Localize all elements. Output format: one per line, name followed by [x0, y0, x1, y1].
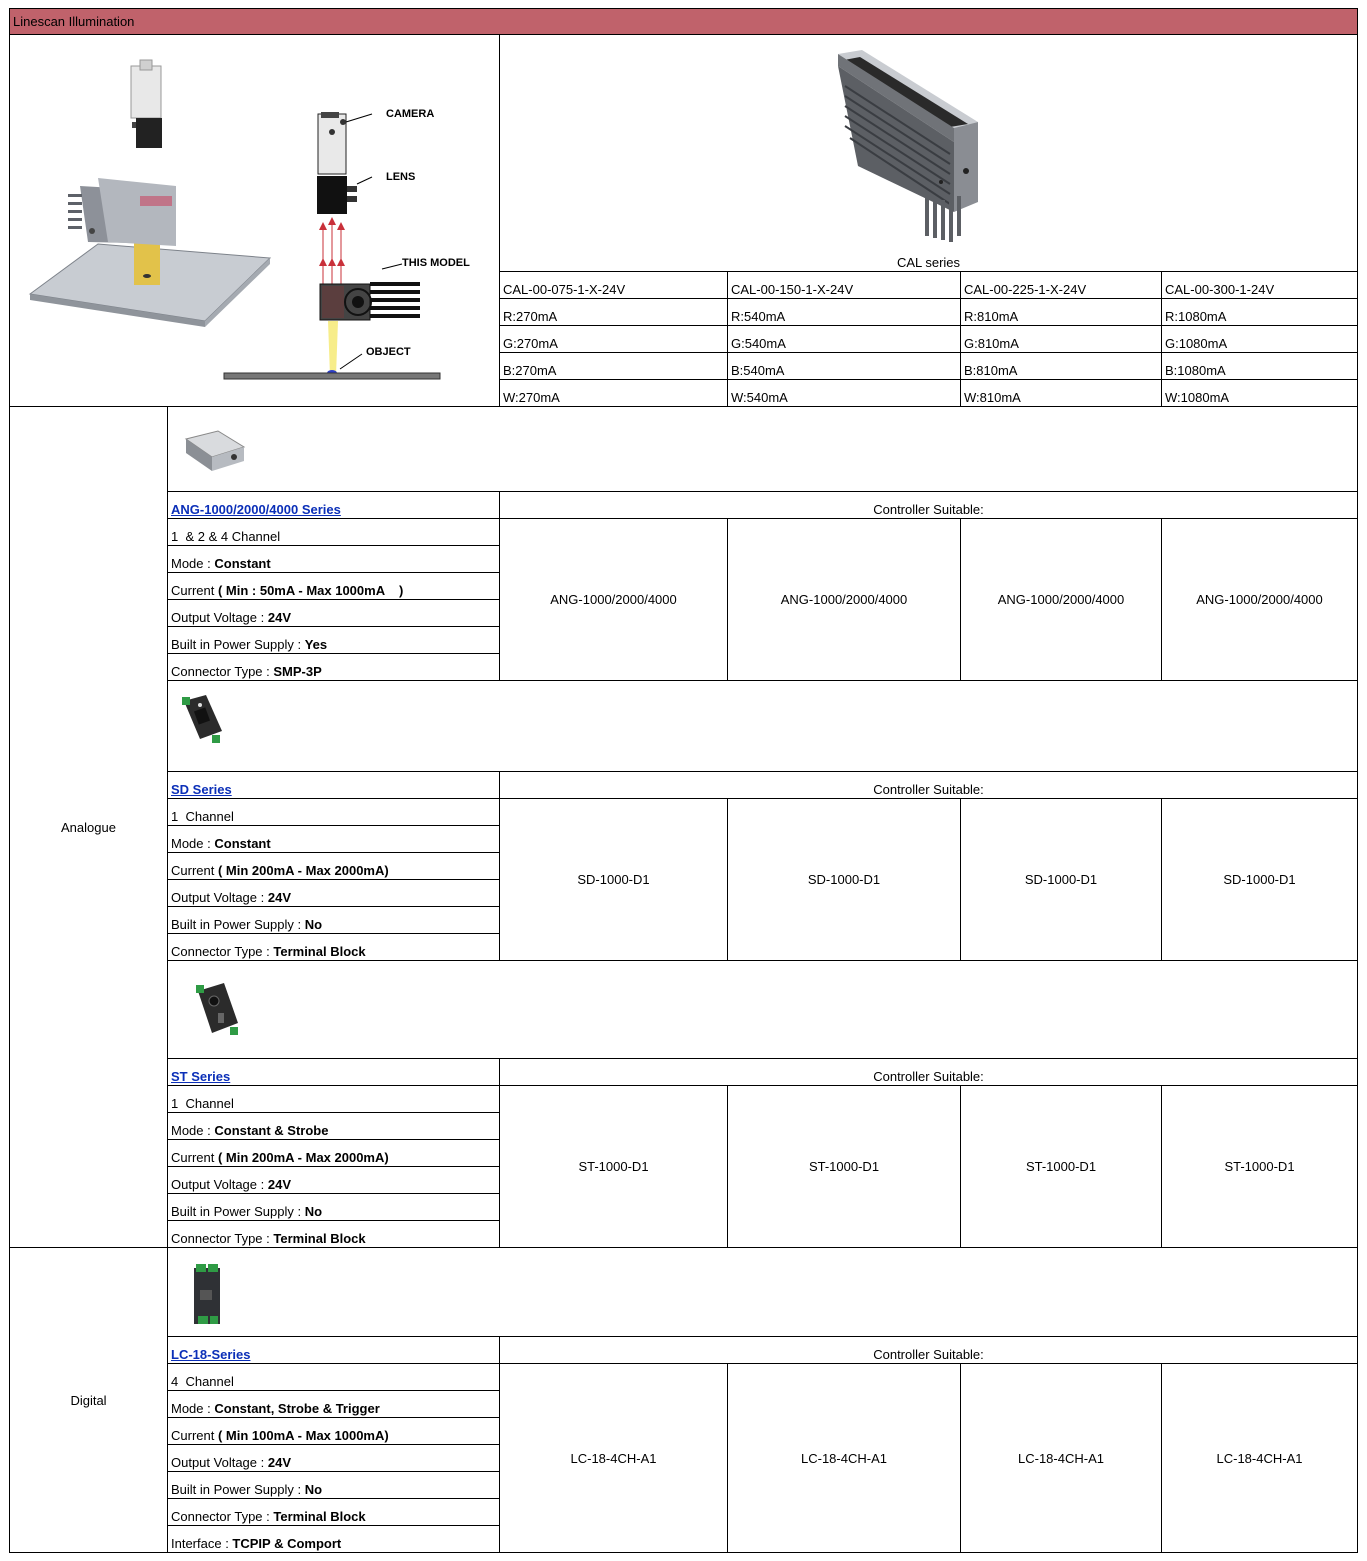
page-title: Linescan Illumination — [13, 14, 135, 29]
series-link[interactable]: SD Series — [171, 782, 232, 797]
controller-spec-row — [168, 1167, 499, 1193]
spec-label: 1 Channel — [171, 1096, 234, 1111]
controller-spec-row — [168, 519, 499, 545]
suitable-model-cell: ANG-1000/2000/4000 — [780, 592, 908, 607]
spec-value: Constant, Strobe & Trigger — [214, 1401, 380, 1416]
spec-label: Output Voltage : — [171, 610, 268, 625]
suitable-model-cell: LC-18-4CH-A1 — [1216, 1450, 1303, 1466]
spec-value: 24V — [267, 890, 291, 905]
sd-controller-icon — [172, 691, 232, 751]
controller-suitable-header: Controller Suitable: — [873, 1347, 984, 1362]
suitable-model-cell: LC-18-4CH-A1 — [1018, 1450, 1104, 1466]
product-models-cell: CAL-00-150-1-X-24V — [731, 282, 854, 297]
product-b-row-cell: B:1080mA — [1165, 363, 1226, 378]
controller-image — [172, 691, 232, 754]
series-link[interactable]: ANG-1000/2000/4000 Series — [171, 502, 341, 517]
camera-label: CAMERA — [386, 108, 435, 120]
controller-series-name — [168, 1059, 499, 1085]
product-w-row-cell: W:1080mA — [1165, 390, 1230, 405]
lens-label: LENS — [386, 171, 416, 183]
controller-suitable-header: Controller Suitable: — [873, 1069, 984, 1084]
product-r-row-cell: R:810mA — [964, 309, 1019, 324]
spec-value: Terminal Block — [273, 1509, 366, 1524]
suitable-model-cell: SD-1000-D1 — [807, 872, 881, 887]
suitable-model-cell: ST-1000-D1 — [808, 1159, 880, 1174]
spec-label: Mode : — [171, 556, 215, 571]
spec-label: Built in Power Supply : — [171, 637, 305, 652]
spec-value: 24V — [267, 1177, 291, 1192]
controller-spec-row — [168, 1445, 499, 1471]
spec-value: ( Min : 50mA - Max 1000mA ) — [217, 583, 404, 598]
spec-value: ( Min 200mA - Max 2000mA) — [217, 863, 389, 878]
product-w-row-cell: W:810mA — [964, 390, 1021, 405]
controller-spec-row — [168, 1194, 499, 1220]
spec-label: Output Voltage : — [171, 890, 268, 905]
controller-spec-row — [168, 1526, 499, 1552]
object-label: OBJECT — [366, 346, 411, 358]
spec-label: Mode : — [171, 1123, 215, 1138]
spec-label: Interface : — [171, 1536, 233, 1551]
spec-value: Constant — [214, 836, 271, 851]
suitable-model-cell: LC-18-4CH-A1 — [570, 1450, 657, 1466]
product-g-row-cell: G:270mA — [503, 336, 558, 351]
controller-spec-row — [168, 1499, 499, 1525]
controller-spec-row — [168, 853, 499, 879]
suitable-model-cell: ANG-1000/2000/4000 — [1196, 592, 1323, 607]
product-b-row-cell: B:810mA — [964, 363, 1018, 378]
group-analogue-label: Analogue — [61, 819, 116, 835]
product-g-row-cell: G:540mA — [731, 336, 786, 351]
title-bar — [9, 8, 1358, 35]
spec-value: SMP-3P — [273, 664, 322, 679]
spec-value: Constant — [214, 556, 271, 571]
product-b-row-cell: B:540mA — [731, 363, 785, 378]
spec-value: No — [304, 1204, 323, 1219]
controller-spec-row — [168, 573, 499, 599]
controller-spec-row — [168, 1391, 499, 1417]
controller-spec-row — [168, 1221, 499, 1247]
suitable-model-cell: ANG-1000/2000/4000 — [997, 592, 1125, 607]
spec-label: Mode : — [171, 1401, 215, 1416]
group-digital-label: Digital — [70, 1392, 107, 1408]
spec-value: Yes — [304, 637, 328, 652]
product-models-cell: CAL-00-075-1-X-24V — [503, 282, 626, 297]
controller-image — [188, 979, 248, 1046]
spec-value: ( Min 200mA - Max 2000mA) — [217, 1150, 389, 1165]
spec-value: No — [304, 1482, 323, 1497]
suitable-model-cell: SD-1000-D1 — [1024, 872, 1098, 887]
spec-label: Current — [171, 863, 218, 878]
product-r-row-cell: R:540mA — [731, 309, 786, 324]
product-b-row-cell: B:270mA — [503, 363, 557, 378]
controller-spec-row — [168, 654, 499, 680]
suitable-model-cell: ST-1000-D1 — [1224, 1159, 1295, 1174]
spec-value: No — [304, 917, 323, 932]
setup-diagram-icon — [10, 36, 499, 406]
spec-label: Built in Power Supply : — [171, 1204, 305, 1219]
spec-label: Built in Power Supply : — [171, 1482, 305, 1497]
controller-spec-row — [168, 1140, 499, 1166]
spec-label: Output Voltage : — [171, 1455, 268, 1470]
illustration-area — [10, 36, 499, 406]
spec-label: 1 & 2 & 4 Channel — [171, 529, 281, 544]
controller-spec-row — [168, 1364, 499, 1390]
spec-label: 4 Channel — [171, 1374, 234, 1389]
controller-spec-row — [168, 600, 499, 626]
suitable-model-cell: ANG-1000/2000/4000 — [550, 592, 677, 607]
controller-spec-row — [168, 546, 499, 572]
spec-value: 24V — [267, 1455, 291, 1470]
st-controller-icon — [188, 979, 248, 1043]
series-link[interactable]: ST Series — [171, 1069, 231, 1084]
product-models-cell: CAL-00-225-1-X-24V — [964, 282, 1087, 297]
controller-spec-row — [168, 826, 499, 852]
controller-spec-row — [168, 1418, 499, 1444]
spec-label: Current — [171, 1150, 218, 1165]
spec-label: Output Voltage : — [171, 1177, 268, 1192]
spec-label: Connector Type : — [171, 1509, 274, 1524]
suitable-model-cell: SD-1000-D1 — [577, 872, 650, 887]
controller-spec-row — [168, 1113, 499, 1139]
product-r-row-cell: R:270mA — [503, 309, 558, 324]
schematic-icon — [224, 112, 440, 379]
product-g-row-cell: G:810mA — [964, 336, 1019, 351]
spec-value: Terminal Block — [273, 944, 366, 959]
spec-label: Current — [171, 583, 218, 598]
suitable-model-cell: SD-1000-D1 — [1223, 872, 1296, 887]
suitable-model-cell: ST-1000-D1 — [1025, 1159, 1097, 1174]
controller-spec-row — [168, 934, 499, 960]
spec-label: 1 Channel — [171, 809, 234, 824]
suitable-model-cell: LC-18-4CH-A1 — [801, 1450, 887, 1466]
spec-label: Connector Type : — [171, 664, 274, 679]
product-r-row-cell: R:1080mA — [1165, 309, 1227, 324]
controller-image — [178, 425, 248, 478]
controller-series-name — [168, 492, 499, 518]
spec-label: Current — [171, 1428, 218, 1443]
controller-image — [188, 1262, 228, 1329]
controller-spec-row — [168, 1086, 499, 1112]
lc-controller-icon — [188, 1262, 228, 1326]
product-g-row-cell: G:1080mA — [1165, 336, 1228, 351]
controller-spec-row — [168, 799, 499, 825]
product-models-cell: CAL-00-300-1-24V — [1165, 282, 1275, 297]
spec-label: Connector Type : — [171, 944, 274, 959]
series-link[interactable]: LC-18-Series — [171, 1347, 251, 1362]
product-w-row-cell: W:540mA — [731, 390, 788, 405]
controller-spec-row — [168, 907, 499, 933]
controller-series-name — [168, 772, 499, 798]
spec-value: Constant & Strobe — [214, 1123, 329, 1138]
camera-3d-icon — [131, 60, 162, 148]
spec-value: TCPIP & Comport — [232, 1536, 342, 1551]
controller-spec-row — [168, 627, 499, 653]
controller-suitable-header: Controller Suitable: — [873, 502, 984, 517]
controller-series-name — [168, 1337, 499, 1363]
spec-value: ( Min 100mA - Max 1000mA) — [217, 1428, 389, 1443]
controller-suitable-header: Controller Suitable: — [873, 782, 984, 797]
spec-value: 24V — [267, 610, 291, 625]
spec-label: Built in Power Supply : — [171, 917, 305, 932]
product-w-row-cell: W:270mA — [503, 390, 560, 405]
spec-value: Terminal Block — [273, 1231, 366, 1246]
ang-controller-icon — [178, 425, 248, 475]
spec-label: Connector Type : — [171, 1231, 274, 1246]
controller-spec-row — [168, 880, 499, 906]
spec-label: Mode : — [171, 836, 215, 851]
product-series-caption: CAL series — [896, 255, 961, 270]
suitable-model-cell: ST-1000-D1 — [578, 1159, 649, 1174]
this-model-label: THIS MODEL — [402, 257, 470, 269]
controller-spec-row — [168, 1472, 499, 1498]
